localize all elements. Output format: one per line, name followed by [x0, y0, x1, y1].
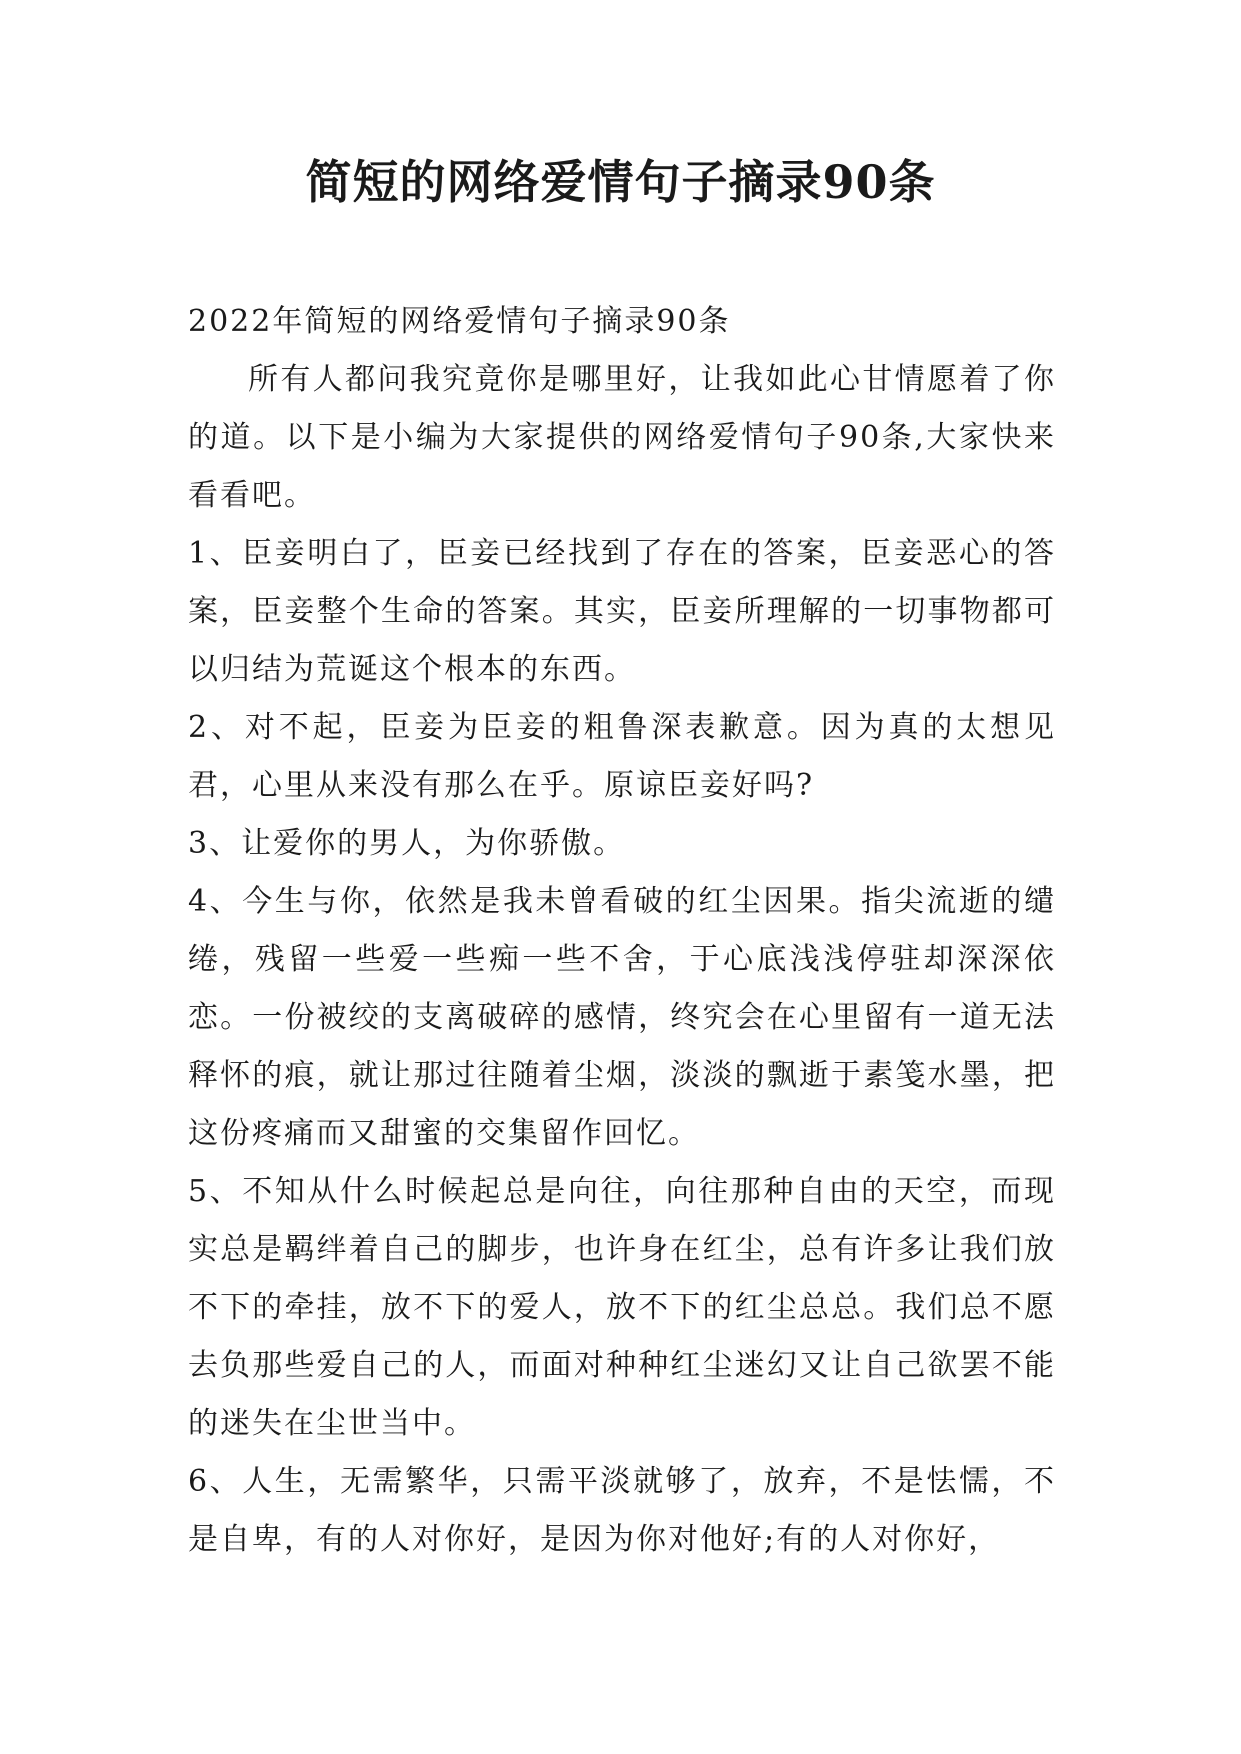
document-body — [188, 293, 1056, 1569]
list-item: 4、今生与你，依然是我未曾看破的红尘因果。指尖流逝的缱绻，残留一些爱一些痴一些不舍，于心底浅浅停驻却深深依恋。一份被绞的支离破碎的感情，终究会在心里留有一道无法释怀的痕，就让那过往随着尘烟，淡淡的飘逝于素笺水墨，把这份疼痛而又甜蜜的交集留作回忆。 — [188, 884, 1056, 1151]
list-item: 6、人生，无需繁华，只需平淡就够了，放弃，不是怯懦，不是自卑，有的人对你好，是因为你对他好;有的人对你好， — [188, 1464, 1056, 1557]
document-title: 简短的网络爱情句子摘录90条 — [305, 155, 936, 209]
intro-paragraph: 所有人都问我究竟你是哪里好，让我如此心甘情愿着了你的道。以下是小编为大家提供的网络爱情句子90条,大家快来看看吧。 — [188, 362, 1056, 513]
document-subtitle: 2022年简短的网络爱情句子摘录90条 — [188, 304, 731, 339]
list-item: 2、对不起，臣妾为臣妾的粗鲁深表歉意。因为真的太想见君，心里从来没有那么在乎。原谅臣妾好吗? — [188, 710, 1056, 803]
list-item: 1、臣妾明白了，臣妾已经找到了存在的答案，臣妾恶心的答案，臣妾整个生命的答案。其实，臣妾所理解的一切事物都可以归结为荒诞这个根本的东西。 — [188, 536, 1056, 687]
list-item: 5、不知从什么时候起总是向往，向往那种自由的天空，而现实总是羁绊着自己的脚步，也许身在红尘，总有许多让我们放不下的牵挂，放不下的爱人，放不下的红尘总总。我们总不愿去负那些爱自己的人，而面对种种红尘迷幻又让自己欲罢不能的迷失在尘世当中。 — [188, 1174, 1056, 1441]
list-item: 3、让爱你的男人，为你骄傲。 — [188, 826, 626, 861]
